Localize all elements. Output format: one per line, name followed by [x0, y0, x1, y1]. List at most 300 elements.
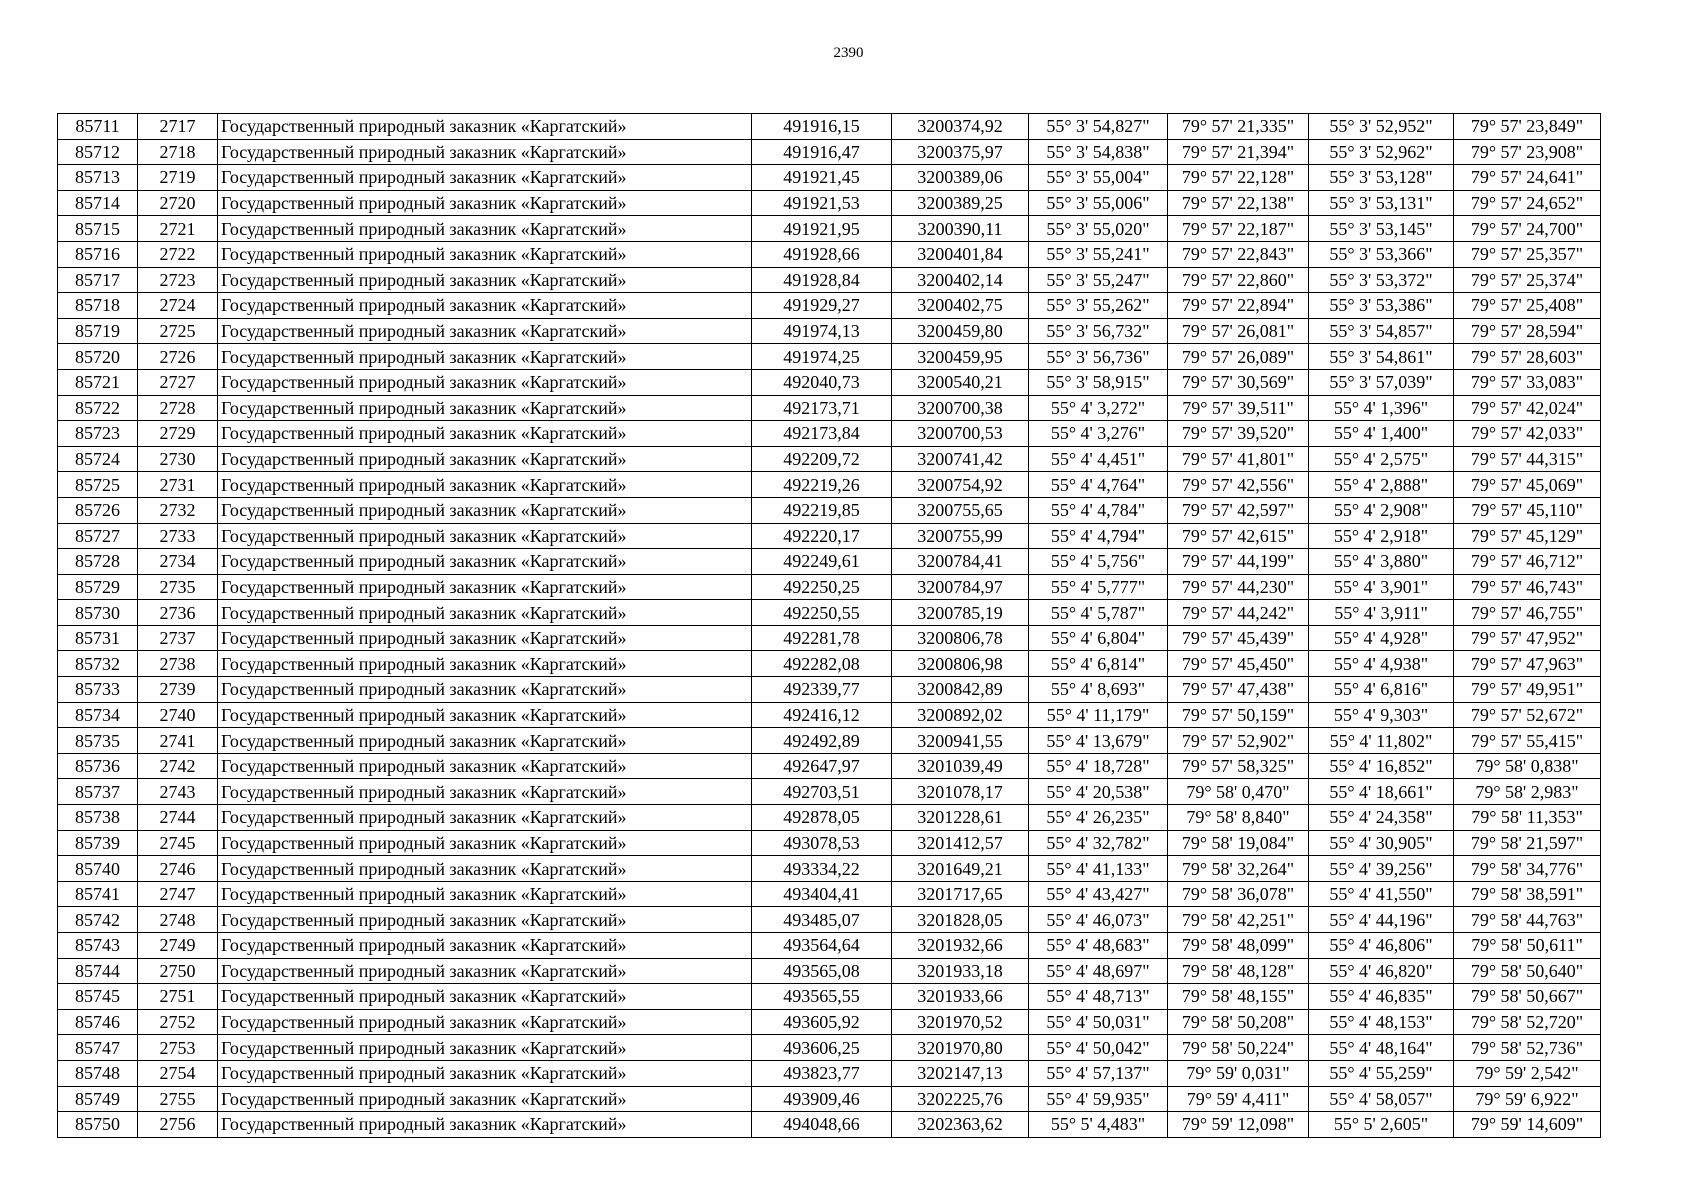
x-coordinate-cell: 493606,25 — [752, 1035, 892, 1061]
latitude-1-cell: 55° 3' 55,262" — [1029, 293, 1168, 319]
latitude-1-cell: 55° 4' 3,276" — [1029, 421, 1168, 447]
longitude-1-cell: 79° 57' 39,511" — [1168, 395, 1309, 421]
point-number-cell: 2731 — [138, 472, 218, 498]
point-number-cell: 2745 — [138, 830, 218, 856]
latitude-2-cell: 55° 4' 6,816" — [1309, 677, 1454, 703]
y-coordinate-cell: 3201717,65 — [892, 881, 1029, 907]
record-number-cell: 85738 — [58, 805, 138, 831]
longitude-1-cell: 79° 58' 48,099" — [1168, 933, 1309, 959]
point-number-cell: 2744 — [138, 805, 218, 831]
table-row — [58, 472, 1601, 498]
longitude-2-cell: 79° 58' 11,353" — [1454, 805, 1601, 831]
y-coordinate-cell: 3200459,80 — [892, 318, 1029, 344]
object-name-cell: Государственный природный заказник «Каргатский» — [218, 933, 752, 959]
longitude-1-cell: 79° 58' 50,208" — [1168, 1009, 1309, 1035]
longitude-2-cell: 79° 58' 2,983" — [1454, 779, 1601, 805]
y-coordinate-cell: 3201828,05 — [892, 907, 1029, 933]
latitude-2-cell: 55° 3' 53,372" — [1309, 267, 1454, 293]
record-number-cell: 85747 — [58, 1035, 138, 1061]
point-number-cell: 2735 — [138, 574, 218, 600]
y-coordinate-cell: 3200754,92 — [892, 472, 1029, 498]
y-coordinate-cell: 3201970,80 — [892, 1035, 1029, 1061]
record-number-cell: 85719 — [58, 318, 138, 344]
y-coordinate-cell: 3200374,92 — [892, 114, 1029, 140]
x-coordinate-cell: 491928,66 — [752, 241, 892, 267]
x-coordinate-cell: 491929,27 — [752, 293, 892, 319]
table-row — [58, 574, 1601, 600]
longitude-1-cell: 79° 59' 4,411" — [1168, 1086, 1309, 1112]
point-number-cell: 2755 — [138, 1086, 218, 1112]
latitude-1-cell: 55° 4' 48,697" — [1029, 958, 1168, 984]
y-coordinate-cell: 3200785,19 — [892, 600, 1029, 626]
x-coordinate-cell: 491921,95 — [752, 216, 892, 242]
object-name-cell: Государственный природный заказник «Каргатский» — [218, 1112, 752, 1138]
point-number-cell: 2738 — [138, 651, 218, 677]
table-row — [58, 165, 1601, 191]
latitude-1-cell: 55° 4' 50,042" — [1029, 1035, 1168, 1061]
object-name-cell: Государственный природный заказник «Каргатский» — [218, 369, 752, 395]
longitude-2-cell: 79° 58' 52,720" — [1454, 1009, 1601, 1035]
latitude-2-cell: 55° 4' 4,928" — [1309, 625, 1454, 651]
table-row — [58, 139, 1601, 165]
longitude-1-cell: 79° 59' 12,098" — [1168, 1112, 1309, 1138]
object-name-cell: Государственный природный заказник «Каргатский» — [218, 805, 752, 831]
longitude-2-cell: 79° 58' 38,591" — [1454, 881, 1601, 907]
y-coordinate-cell: 3200755,65 — [892, 497, 1029, 523]
point-number-cell: 2719 — [138, 165, 218, 191]
record-number-cell: 85728 — [58, 549, 138, 575]
coordinates-table — [57, 113, 1601, 1138]
point-number-cell: 2730 — [138, 446, 218, 472]
longitude-1-cell: 79° 57' 47,438" — [1168, 677, 1309, 703]
longitude-1-cell: 79° 58' 32,264" — [1168, 856, 1309, 882]
x-coordinate-cell: 493565,08 — [752, 958, 892, 984]
latitude-2-cell: 55° 4' 48,164" — [1309, 1035, 1454, 1061]
record-number-cell: 85749 — [58, 1086, 138, 1112]
object-name-cell: Государственный природный заказник «Каргатский» — [218, 625, 752, 651]
point-number-cell: 2728 — [138, 395, 218, 421]
object-name-cell: Государственный природный заказник «Каргатский» — [218, 446, 752, 472]
object-name-cell: Государственный природный заказник «Каргатский» — [218, 753, 752, 779]
longitude-2-cell: 79° 58' 52,736" — [1454, 1035, 1601, 1061]
y-coordinate-cell: 3201078,17 — [892, 779, 1029, 805]
x-coordinate-cell: 491974,25 — [752, 344, 892, 370]
latitude-1-cell: 55° 4' 5,787" — [1029, 600, 1168, 626]
object-name-cell: Государственный природный заказник «Каргатский» — [218, 344, 752, 370]
x-coordinate-cell: 491921,53 — [752, 190, 892, 216]
latitude-1-cell: 55° 4' 8,693" — [1029, 677, 1168, 703]
latitude-1-cell: 55° 4' 6,814" — [1029, 651, 1168, 677]
longitude-2-cell: 79° 57' 23,849" — [1454, 114, 1601, 140]
longitude-1-cell: 79° 57' 41,801" — [1168, 446, 1309, 472]
point-number-cell: 2746 — [138, 856, 218, 882]
record-number-cell: 85712 — [58, 139, 138, 165]
y-coordinate-cell: 3200402,75 — [892, 293, 1029, 319]
x-coordinate-cell: 492209,72 — [752, 446, 892, 472]
y-coordinate-cell: 3200540,21 — [892, 369, 1029, 395]
x-coordinate-cell: 493334,22 — [752, 856, 892, 882]
object-name-cell: Государственный природный заказник «Каргатский» — [218, 216, 752, 242]
longitude-2-cell: 79° 57' 42,033" — [1454, 421, 1601, 447]
latitude-1-cell: 55° 3' 55,006" — [1029, 190, 1168, 216]
object-name-cell: Государственный природный заказник «Каргатский» — [218, 1060, 752, 1086]
latitude-2-cell: 55° 4' 1,396" — [1309, 395, 1454, 421]
point-number-cell: 2740 — [138, 702, 218, 728]
latitude-1-cell: 55° 3' 56,732" — [1029, 318, 1168, 344]
x-coordinate-cell: 493565,55 — [752, 984, 892, 1010]
latitude-1-cell: 55° 4' 41,133" — [1029, 856, 1168, 882]
record-number-cell: 85746 — [58, 1009, 138, 1035]
point-number-cell: 2742 — [138, 753, 218, 779]
point-number-cell: 2737 — [138, 625, 218, 651]
x-coordinate-cell: 492219,85 — [752, 497, 892, 523]
object-name-cell: Государственный природный заказник «Каргатский» — [218, 395, 752, 421]
table-row — [58, 677, 1601, 703]
object-name-cell: Государственный природный заказник «Каргатский» — [218, 1009, 752, 1035]
latitude-1-cell: 55° 4' 11,179" — [1029, 702, 1168, 728]
y-coordinate-cell: 3200784,97 — [892, 574, 1029, 600]
latitude-2-cell: 55° 4' 46,820" — [1309, 958, 1454, 984]
longitude-1-cell: 79° 59' 0,031" — [1168, 1060, 1309, 1086]
object-name-cell: Государственный природный заказник «Каргатский» — [218, 421, 752, 447]
y-coordinate-cell: 3201039,49 — [892, 753, 1029, 779]
x-coordinate-cell: 493485,07 — [752, 907, 892, 933]
y-coordinate-cell: 3201933,18 — [892, 958, 1029, 984]
longitude-1-cell: 79° 57' 22,138" — [1168, 190, 1309, 216]
point-number-cell: 2753 — [138, 1035, 218, 1061]
latitude-1-cell: 55° 4' 48,713" — [1029, 984, 1168, 1010]
object-name-cell: Государственный природный заказник «Каргатский» — [218, 497, 752, 523]
object-name-cell: Государственный природный заказник «Каргатский» — [218, 677, 752, 703]
record-number-cell: 85729 — [58, 574, 138, 600]
latitude-1-cell: 55° 4' 4,784" — [1029, 497, 1168, 523]
record-number-cell: 85711 — [58, 114, 138, 140]
table-row — [58, 114, 1601, 140]
object-name-cell: Государственный природный заказник «Каргатский» — [218, 600, 752, 626]
object-name-cell: Государственный природный заказник «Каргатский» — [218, 907, 752, 933]
y-coordinate-cell: 3200375,97 — [892, 139, 1029, 165]
record-number-cell: 85736 — [58, 753, 138, 779]
x-coordinate-cell: 492492,89 — [752, 728, 892, 754]
table-row — [58, 984, 1601, 1010]
latitude-2-cell: 55° 4' 44,196" — [1309, 907, 1454, 933]
latitude-1-cell: 55° 3' 58,915" — [1029, 369, 1168, 395]
page-number: 2390 — [833, 45, 864, 61]
longitude-2-cell: 79° 59' 14,609" — [1454, 1112, 1601, 1138]
table-row — [58, 267, 1601, 293]
latitude-1-cell: 55° 4' 48,683" — [1029, 933, 1168, 959]
point-number-cell: 2754 — [138, 1060, 218, 1086]
table-row — [58, 958, 1601, 984]
longitude-2-cell: 79° 57' 25,408" — [1454, 293, 1601, 319]
y-coordinate-cell: 3201412,57 — [892, 830, 1029, 856]
record-number-cell: 85744 — [58, 958, 138, 984]
record-number-cell: 85731 — [58, 625, 138, 651]
record-number-cell: 85717 — [58, 267, 138, 293]
object-name-cell: Государственный природный заказник «Каргатский» — [218, 165, 752, 191]
longitude-2-cell: 79° 57' 24,700" — [1454, 216, 1601, 242]
record-number-cell: 85730 — [58, 600, 138, 626]
point-number-cell: 2718 — [138, 139, 218, 165]
latitude-1-cell: 55° 5' 4,483" — [1029, 1112, 1168, 1138]
y-coordinate-cell: 3200892,02 — [892, 702, 1029, 728]
latitude-1-cell: 55° 4' 26,235" — [1029, 805, 1168, 831]
longitude-1-cell: 79° 57' 39,520" — [1168, 421, 1309, 447]
table-row — [58, 446, 1601, 472]
latitude-2-cell: 55° 3' 53,366" — [1309, 241, 1454, 267]
record-number-cell: 85745 — [58, 984, 138, 1010]
x-coordinate-cell: 492173,71 — [752, 395, 892, 421]
y-coordinate-cell: 3200459,95 — [892, 344, 1029, 370]
point-number-cell: 2749 — [138, 933, 218, 959]
point-number-cell: 2750 — [138, 958, 218, 984]
latitude-1-cell: 55° 3' 54,838" — [1029, 139, 1168, 165]
y-coordinate-cell: 3200784,41 — [892, 549, 1029, 575]
point-number-cell: 2741 — [138, 728, 218, 754]
x-coordinate-cell: 493078,53 — [752, 830, 892, 856]
object-name-cell: Государственный природный заказник «Каргатский» — [218, 267, 752, 293]
table-row — [58, 1009, 1601, 1035]
latitude-2-cell: 55° 3' 52,962" — [1309, 139, 1454, 165]
longitude-1-cell: 79° 57' 50,159" — [1168, 702, 1309, 728]
x-coordinate-cell: 492250,25 — [752, 574, 892, 600]
latitude-2-cell: 55° 3' 57,039" — [1309, 369, 1454, 395]
latitude-2-cell: 55° 5' 2,605" — [1309, 1112, 1454, 1138]
table-row — [58, 1060, 1601, 1086]
table-row — [58, 549, 1601, 575]
longitude-2-cell: 79° 57' 28,603" — [1454, 344, 1601, 370]
object-name-cell: Государственный природный заказник «Каргатский» — [218, 549, 752, 575]
table-row — [58, 369, 1601, 395]
x-coordinate-cell: 491916,15 — [752, 114, 892, 140]
latitude-1-cell: 55° 4' 5,777" — [1029, 574, 1168, 600]
y-coordinate-cell: 3200842,89 — [892, 677, 1029, 703]
latitude-1-cell: 55° 3' 54,827" — [1029, 114, 1168, 140]
latitude-1-cell: 55° 4' 4,764" — [1029, 472, 1168, 498]
latitude-1-cell: 55° 4' 5,756" — [1029, 549, 1168, 575]
point-number-cell: 2756 — [138, 1112, 218, 1138]
object-name-cell: Государственный природный заказник «Каргатский» — [218, 574, 752, 600]
object-name-cell: Государственный природный заказник «Каргатский» — [218, 114, 752, 140]
table-row — [58, 830, 1601, 856]
longitude-1-cell: 79° 57' 22,843" — [1168, 241, 1309, 267]
latitude-2-cell: 55° 4' 41,550" — [1309, 881, 1454, 907]
record-number-cell: 85726 — [58, 497, 138, 523]
longitude-2-cell: 79° 57' 45,110" — [1454, 497, 1601, 523]
object-name-cell: Государственный природный заказник «Каргатский» — [218, 856, 752, 882]
longitude-1-cell: 79° 58' 48,155" — [1168, 984, 1309, 1010]
point-number-cell: 2721 — [138, 216, 218, 242]
record-number-cell: 85740 — [58, 856, 138, 882]
y-coordinate-cell: 3200941,55 — [892, 728, 1029, 754]
record-number-cell: 85715 — [58, 216, 138, 242]
longitude-2-cell: 79° 57' 44,315" — [1454, 446, 1601, 472]
table-row — [58, 1112, 1601, 1138]
y-coordinate-cell: 3202147,13 — [892, 1060, 1029, 1086]
table-row — [58, 293, 1601, 319]
latitude-2-cell: 55° 3' 54,857" — [1309, 318, 1454, 344]
x-coordinate-cell: 491916,47 — [752, 139, 892, 165]
latitude-1-cell: 55° 3' 56,736" — [1029, 344, 1168, 370]
longitude-2-cell: 79° 57' 28,594" — [1454, 318, 1601, 344]
object-name-cell: Государственный природный заказник «Каргатский» — [218, 241, 752, 267]
table-row — [58, 1086, 1601, 1112]
object-name-cell: Государственный природный заказник «Каргатский» — [218, 728, 752, 754]
longitude-2-cell: 79° 57' 55,415" — [1454, 728, 1601, 754]
x-coordinate-cell: 492040,73 — [752, 369, 892, 395]
x-coordinate-cell: 492250,55 — [752, 600, 892, 626]
longitude-2-cell: 79° 57' 45,069" — [1454, 472, 1601, 498]
latitude-2-cell: 55° 4' 2,918" — [1309, 523, 1454, 549]
latitude-2-cell: 55° 4' 24,358" — [1309, 805, 1454, 831]
latitude-2-cell: 55° 3' 52,952" — [1309, 114, 1454, 140]
longitude-2-cell: 79° 58' 0,838" — [1454, 753, 1601, 779]
object-name-cell: Государственный природный заказник «Каргатский» — [218, 472, 752, 498]
table-row — [58, 1035, 1601, 1061]
table-row — [58, 881, 1601, 907]
record-number-cell: 85724 — [58, 446, 138, 472]
table-row — [58, 497, 1601, 523]
record-number-cell: 85727 — [58, 523, 138, 549]
table-row — [58, 651, 1601, 677]
latitude-1-cell: 55° 4' 46,073" — [1029, 907, 1168, 933]
record-number-cell: 85742 — [58, 907, 138, 933]
latitude-1-cell: 55° 4' 57,137" — [1029, 1060, 1168, 1086]
latitude-1-cell: 55° 4' 4,451" — [1029, 446, 1168, 472]
latitude-2-cell: 55° 4' 11,802" — [1309, 728, 1454, 754]
latitude-1-cell: 55° 4' 13,679" — [1029, 728, 1168, 754]
point-number-cell: 2748 — [138, 907, 218, 933]
table-row — [58, 779, 1601, 805]
y-coordinate-cell: 3201933,66 — [892, 984, 1029, 1010]
longitude-2-cell: 79° 57' 49,951" — [1454, 677, 1601, 703]
x-coordinate-cell: 492173,84 — [752, 421, 892, 447]
table-row — [58, 523, 1601, 549]
longitude-1-cell: 79° 57' 42,615" — [1168, 523, 1309, 549]
table-row — [58, 933, 1601, 959]
y-coordinate-cell: 3201228,61 — [892, 805, 1029, 831]
x-coordinate-cell: 491974,13 — [752, 318, 892, 344]
longitude-1-cell: 79° 57' 44,199" — [1168, 549, 1309, 575]
latitude-2-cell: 55° 4' 30,905" — [1309, 830, 1454, 856]
point-number-cell: 2733 — [138, 523, 218, 549]
y-coordinate-cell: 3200806,78 — [892, 625, 1029, 651]
latitude-1-cell: 55° 4' 59,935" — [1029, 1086, 1168, 1112]
longitude-2-cell: 79° 57' 25,374" — [1454, 267, 1601, 293]
object-name-cell: Государственный природный заказник «Каргатский» — [218, 293, 752, 319]
object-name-cell: Государственный природный заказник «Каргатский» — [218, 190, 752, 216]
latitude-2-cell: 55° 4' 3,901" — [1309, 574, 1454, 600]
point-number-cell: 2720 — [138, 190, 218, 216]
record-number-cell: 85743 — [58, 933, 138, 959]
latitude-2-cell: 55° 4' 39,256" — [1309, 856, 1454, 882]
record-number-cell: 85741 — [58, 881, 138, 907]
latitude-2-cell: 55° 4' 2,575" — [1309, 446, 1454, 472]
x-coordinate-cell: 493564,64 — [752, 933, 892, 959]
longitude-1-cell: 79° 58' 48,128" — [1168, 958, 1309, 984]
record-number-cell: 85723 — [58, 421, 138, 447]
y-coordinate-cell: 3200700,38 — [892, 395, 1029, 421]
latitude-2-cell: 55° 4' 2,888" — [1309, 472, 1454, 498]
y-coordinate-cell: 3200401,84 — [892, 241, 1029, 267]
object-name-cell: Государственный природный заказник «Каргатский» — [218, 881, 752, 907]
longitude-2-cell: 79° 58' 21,597" — [1454, 830, 1601, 856]
latitude-1-cell: 55° 4' 18,728" — [1029, 753, 1168, 779]
longitude-1-cell: 79° 58' 0,470" — [1168, 779, 1309, 805]
y-coordinate-cell: 3200806,98 — [892, 651, 1029, 677]
y-coordinate-cell: 3201649,21 — [892, 856, 1029, 882]
record-number-cell: 85739 — [58, 830, 138, 856]
longitude-2-cell: 79° 57' 45,129" — [1454, 523, 1601, 549]
longitude-2-cell: 79° 58' 44,763" — [1454, 907, 1601, 933]
table-row — [58, 856, 1601, 882]
object-name-cell: Государственный природный заказник «Каргатский» — [218, 1035, 752, 1061]
x-coordinate-cell: 494048,66 — [752, 1112, 892, 1138]
object-name-cell: Государственный природный заказник «Каргатский» — [218, 1086, 752, 1112]
point-number-cell: 2727 — [138, 369, 218, 395]
longitude-1-cell: 79° 57' 26,081" — [1168, 318, 1309, 344]
longitude-1-cell: 79° 58' 8,840" — [1168, 805, 1309, 831]
record-number-cell: 85722 — [58, 395, 138, 421]
x-coordinate-cell: 492703,51 — [752, 779, 892, 805]
table-row — [58, 318, 1601, 344]
table-row — [58, 907, 1601, 933]
latitude-2-cell: 55° 3' 53,131" — [1309, 190, 1454, 216]
longitude-2-cell: 79° 57' 42,024" — [1454, 395, 1601, 421]
longitude-2-cell: 79° 57' 24,652" — [1454, 190, 1601, 216]
object-name-cell: Государственный природный заказник «Каргатский» — [218, 651, 752, 677]
longitude-2-cell: 79° 58' 50,611" — [1454, 933, 1601, 959]
longitude-2-cell: 79° 57' 52,672" — [1454, 702, 1601, 728]
record-number-cell: 85714 — [58, 190, 138, 216]
longitude-1-cell: 79° 57' 44,242" — [1168, 600, 1309, 626]
table-row — [58, 753, 1601, 779]
y-coordinate-cell: 3200755,99 — [892, 523, 1029, 549]
record-number-cell: 85733 — [58, 677, 138, 703]
latitude-2-cell: 55° 4' 3,880" — [1309, 549, 1454, 575]
x-coordinate-cell: 491928,84 — [752, 267, 892, 293]
longitude-2-cell: 79° 57' 33,083" — [1454, 369, 1601, 395]
longitude-1-cell: 79° 57' 42,556" — [1168, 472, 1309, 498]
point-number-cell: 2747 — [138, 881, 218, 907]
longitude-2-cell: 79° 59' 2,542" — [1454, 1060, 1601, 1086]
record-number-cell: 85748 — [58, 1060, 138, 1086]
latitude-1-cell: 55° 3' 55,020" — [1029, 216, 1168, 242]
table-row — [58, 702, 1601, 728]
object-name-cell: Государственный природный заказник «Каргатский» — [218, 139, 752, 165]
latitude-2-cell: 55° 4' 1,400" — [1309, 421, 1454, 447]
longitude-1-cell: 79° 57' 58,325" — [1168, 753, 1309, 779]
y-coordinate-cell: 3200402,14 — [892, 267, 1029, 293]
longitude-2-cell: 79° 57' 46,712" — [1454, 549, 1601, 575]
record-number-cell: 85725 — [58, 472, 138, 498]
record-number-cell: 85721 — [58, 369, 138, 395]
x-coordinate-cell: 492281,78 — [752, 625, 892, 651]
point-number-cell: 2734 — [138, 549, 218, 575]
table-row — [58, 600, 1601, 626]
longitude-1-cell: 79° 57' 30,569" — [1168, 369, 1309, 395]
longitude-2-cell: 79° 57' 47,952" — [1454, 625, 1601, 651]
longitude-2-cell: 79° 57' 25,357" — [1454, 241, 1601, 267]
longitude-1-cell: 79° 57' 22,860" — [1168, 267, 1309, 293]
latitude-2-cell: 55° 4' 9,303" — [1309, 702, 1454, 728]
longitude-2-cell: 79° 57' 23,908" — [1454, 139, 1601, 165]
latitude-2-cell: 55° 4' 18,661" — [1309, 779, 1454, 805]
longitude-2-cell: 79° 58' 50,667" — [1454, 984, 1601, 1010]
table-row — [58, 216, 1601, 242]
x-coordinate-cell: 493404,41 — [752, 881, 892, 907]
x-coordinate-cell: 492416,12 — [752, 702, 892, 728]
